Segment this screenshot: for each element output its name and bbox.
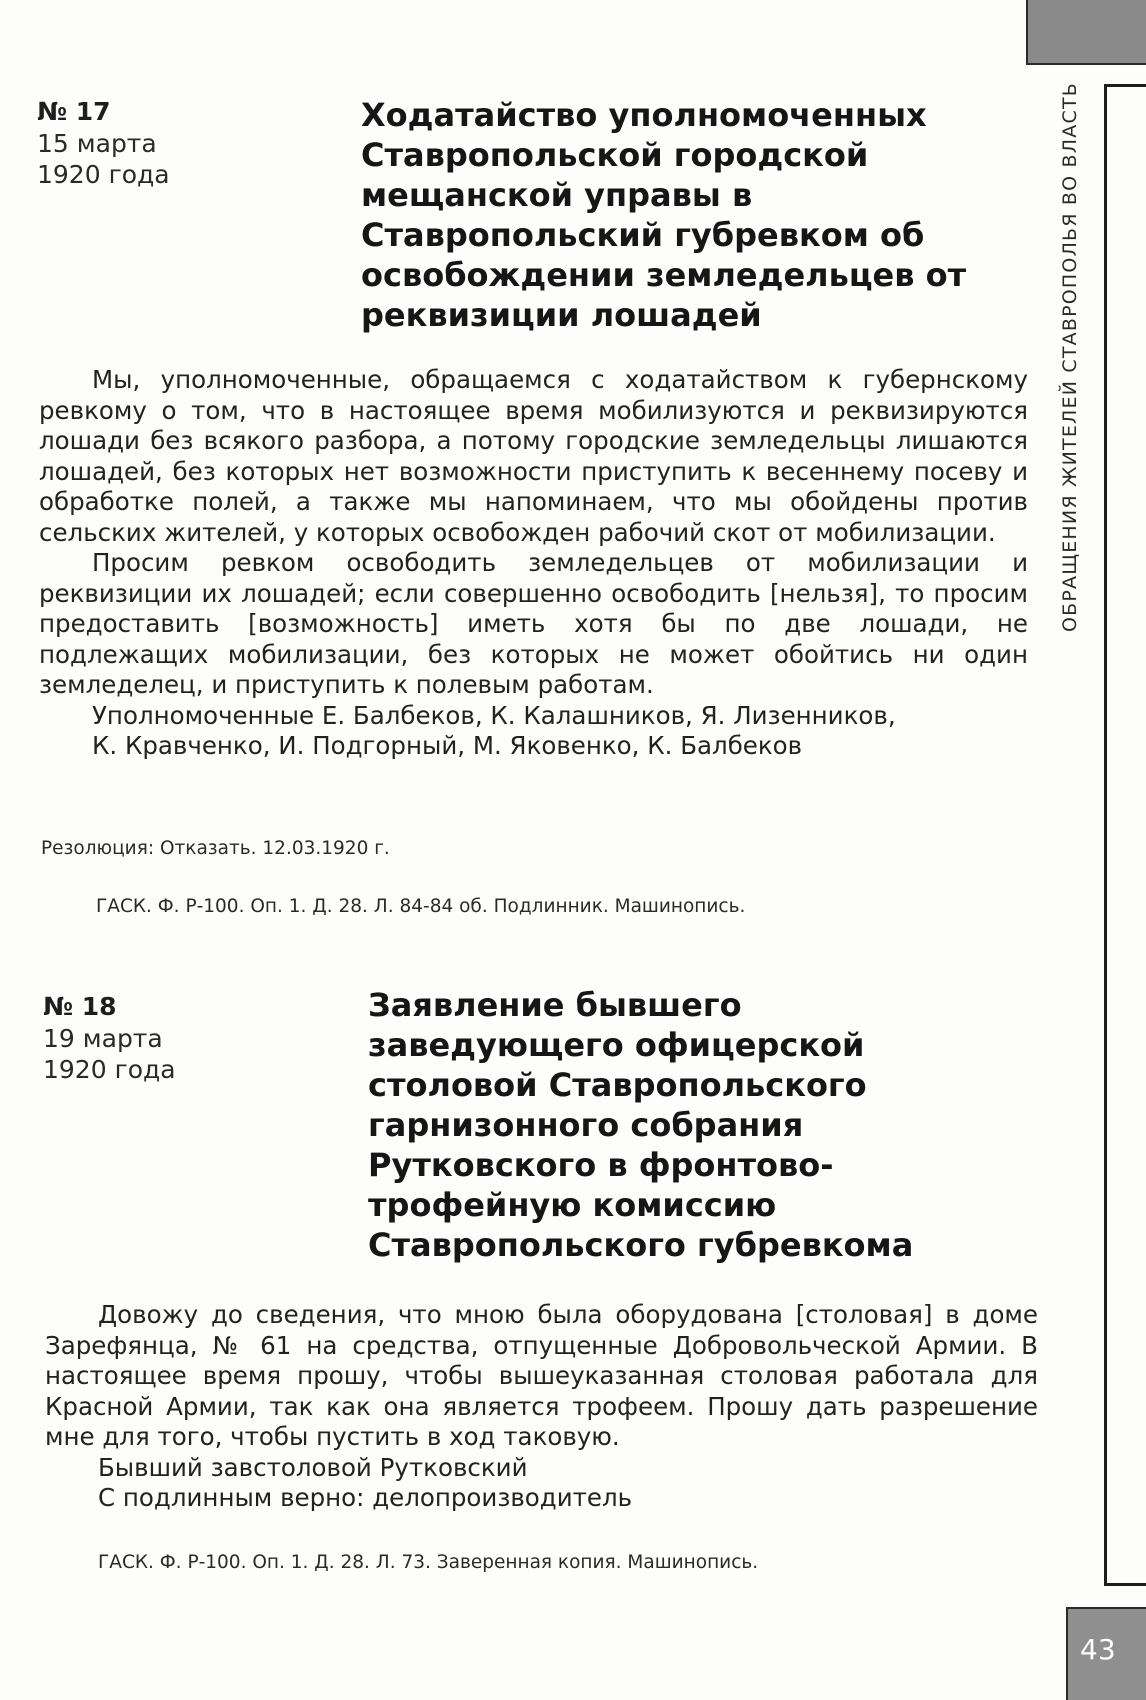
doc-18-date-year: 1920 года	[43, 1055, 176, 1084]
doc-17-date	[37, 128, 170, 190]
doc-17-signature-2: К. Кравченко, И. Подгорный, М. Яковенко, К. Балбеков	[92, 731, 803, 760]
doc-18-number: № 18	[43, 992, 117, 1021]
doc-18-body	[45, 1300, 1038, 1514]
doc-17-resolution: Резолюция: Отказать. 12.03.1920 г.	[41, 838, 390, 859]
doc-18-signature-1: Бывший завстоловой Рутковский	[98, 1452, 528, 1482]
doc-18-paragraph-1: Довожу до сведения, что мною была оборудована [столовая] в доме Зарефянца, № 61 на средства, отпущенные Добровольческой Армии. В настоящее время прошу, чтобы вышеуказанная столовая работала для Красной Армии, так как она является трофеем. Прошу дать разрешение мне для того, чтобы пустить в ход таковую.	[45, 1300, 1038, 1451]
doc-18-signature-2: С подлинным верно: делопроизводитель	[98, 1483, 633, 1512]
doc-17-paragraph-2: Просим ревком освободить земледельцев от мобилизации и реквизиции их лошадей; если совершенно освободить [нельзя], то просим предоставить [возможность] иметь хотя бы по две лошади, не подлежащих мобилизации, без которых не может обойтись ни один земледелец, и приступить к полевым работам.	[39, 548, 1028, 699]
page-number-badge	[1066, 1607, 1146, 1700]
margin-frame	[1104, 84, 1146, 1586]
doc-17-signature-1: Уполномоченные Е. Балбеков, К. Калашников, Я. Лизенников,	[92, 700, 896, 730]
doc-18-date	[43, 1023, 176, 1085]
doc-17-source: ГАСК. Ф. Р-100. Оп. 1. Д. 28. Л. 84-84 об. Подлинник. Машинопись.	[96, 896, 746, 917]
doc-18-title: Заявление бывшего заведующего офицерской столовой Ставропольского гарнизонного собрания Рутковского в фронтово-трофейную комиссию Ставропольского губревкома	[368, 986, 914, 1264]
doc-17-paragraph-1: Мы, уполномоченные, обращаемся с ходатайством к губернскому ревкому о том, что в настоящее время мобилизуются и реквизируются лошади без всякого разбора, а потому городские земледельцы лишаются лошадей, без которых нет возможности приступить к весеннему посеву и обработке полей, а также мы напоминаем, что мы обойдены против сельских жителей, у которых освобожден рабочий скот от мобилизации.	[39, 365, 1028, 547]
corner-tab	[1026, 0, 1146, 65]
doc-17-number: № 17	[37, 97, 111, 126]
doc-17-date-year: 1920 года	[37, 160, 170, 189]
doc-17-title: Ходатайство уполномоченных Ставропольской городской мещанской управы в Ставропольский губревком об освобождении земледельцев от реквизиции лошадей	[361, 96, 967, 334]
running-head: ОБРАЩЕНИЯ ЖИТЕЛЕЙ СТАВРОПОЛЬЯ ВО ВЛАСТЬ	[1059, 82, 1081, 632]
doc-18-date-day: 19 марта	[43, 1024, 163, 1053]
doc-18-source: ГАСК. Ф. Р-100. Оп. 1. Д. 28. Л. 73. Заверенная копия. Машинопись.	[98, 1552, 759, 1573]
page-number: 43	[1080, 1633, 1116, 1666]
doc-17-body	[39, 365, 1028, 762]
doc-17-date-day: 15 марта	[37, 129, 157, 158]
